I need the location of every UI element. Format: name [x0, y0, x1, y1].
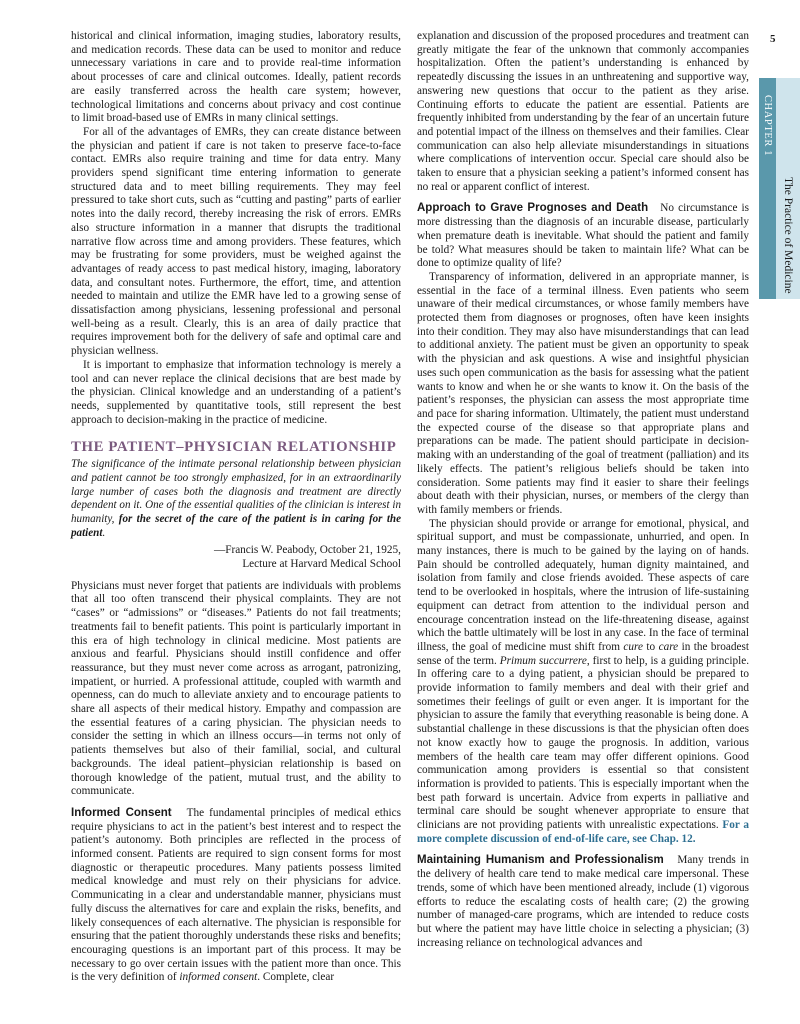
paragraph [417, 518, 749, 847]
epigraph: The significance of the intimate personal relationship between physician and patient cannot be too strongly emphasized, for in an extraordinarily large number of cases both the diagnosis and treatment are directly dependent on it. One of the essential qualities of the clinician is interest in humanity, for the secret of the care of the patient is in caring for the patient. [71, 458, 401, 539]
paragraph: Transparency of information, delivered in an appropriate manner, is essential in the face of a terminal illness. Even patients who seem unaware of their medical circumstances, or whose family members have protected them from diagnoses or prognoses, often have keen insights into their condition. They may also have misunderstandings that can lead to additional anxiety. The patient must be given an opportunity to speak with the physician and ask questions. A wise and insightful physician uses such open communication as the basis for assessing what the patient wants to know and when he or she wants to know it. On the basis of the patient’s responses, the physician can assess the most appropriate time and pace for sharing information. Ultimately, the patient must understand the expected course of the disease so that appropriate plans and preparations can be made. The patient should participate in decision-making with an understanding of the goal of treatment (palliation) and its likely effects. The patient’s religious beliefs should be taken into consideration. Some patients may find it easier to share their feelings about death with their physician, nurses, or members of the clergy than with family members or friends. [417, 270, 749, 516]
paragraph: It is important to emphasize that information technology is merely a tool and can never replace the clinical decisions that are best made by the physician. Clinical knowledge and an understanding of a patient’s needs, supplemented by quantitative tools, still represent the best approach to decision-making in the practice of medicine. [71, 358, 401, 426]
subsection-text: Many trends in the delivery of health care tend to make medical care impersonal. These trends, some of which have been mentioned already, include (1) vigorous efforts to reduce the escalating costs of health care; (2) the growing number of managed-care programs, which are intended to reduce costs but where the patient may have little choice in selecting a physician; (3) increasing reliance on technological advances and [417, 854, 750, 949]
epigraph-attribution [71, 558, 401, 572]
subsection-text: The fundamental principles of medical ethics require physicians to act in the patient’s best interest and to respect the patient’s autonomy. Both principles are reflected in the process of informed consent. Patients are required to sign consent forms for most diagnostic or therapeutic procedures. Many patients possess limited medical knowledge and must rely on their physicians for advice. Communicating in a clear and understandable manner, physicians must fully discuss the alternatives for care and explain the risks, benefits, and likely consequences of each alternative. The physician is responsible for ensuring that the patient thoroughly understands these risks and benefits; encouraging questions is an important part of this process. It may be necessary to go over certain issues with the patient more than once. This is the very definition of [71, 806, 402, 984]
page-number: 5 [770, 33, 776, 45]
subsection-heading: Maintaining Humanism and Professionalism [417, 854, 664, 867]
subsection-paragraph [417, 202, 749, 271]
paragraph-text: The physician should provide or arrange for emotional, physical, and spiritual support, and must be compassionate, unhurried, and open. In many instances, there is much to be gained by the laying on of hands. Pain should be controlled adequately, human dignity maintained, and isolation from family and close friends avoided. These aspects of care tend to be overlooked in hospitals, where the intrusion of life-sustaining equipment can detract from attention to the individual person and encourage concentration instead on the life-threatening disease, against which the battle ultimately will be lost in any case. In the face of terminal illness, the goal of medicine must shift from [417, 517, 749, 653]
right-column [417, 30, 749, 950]
paragraph: explanation and discussion of the proposed procedures and treatment can greatly mitigate the fear of the unknown that commonly accompanies hospitalization. Often the patient’s understanding is enhanced by repeatedly discussing the issues in an unthreatening and supportive way, answering new questions that occur to the patient as they arise. Continuing efforts to educate the patient are essential. Patients are frequently inhibited from understanding by the fear of an uncertain future and potential impact of the illness on themselves and their families. Clear communication can also help alleviate misunderstandings in situations where complications of intervention occur. Special care should also be taken to ensure that a physician seeking a patient’s informed consent has no real or apparent conflict of interest. [417, 30, 749, 193]
paragraph-text: in the broadest sense of the term. [417, 640, 750, 667]
cross-reference-link[interactable]: For a more complete discussion of end-of-life care, see Chap. 12. [417, 819, 750, 845]
left-column [71, 30, 401, 985]
paragraph: Physicians must never forget that patients are individuals with problems that all too often transcend their physical complaints. They are not “cases” or “admissions” or “diseases.” Patients do not fail treatments; treatments fail to benefit patients. This point is particularly important in this era of high technology in clinical medicine. Most patients are anxious and fearful. Physicians should instill confidence and offer reassurance, but they must never come across as arrogant, patronizing, impatient, or hurried. A professional attitude, coupled with warmth and openness, can do much to alleviate anxiety and to encourage patients to share all aspects of their medical history. Empathy and compassion are the essential features of a caring physician. The physician needs to consider the setting in which an illness occurs—in terms not only of patients themselves but also of their familial, social, and cultural backgrounds. The ideal patient–physician relationship is based on thorough knowledge of the patient, mutual trust, and the ability to communicate. [71, 579, 401, 798]
paragraph: For all of the advantages of EMRs, they can create distance between the physician and patient if care is not taken to preserve face-to-face contact. EMRs also require training and time for data entry. Many providers spend significant time entering information to generate structured data and to meet billing requirements. They may feel pressured to take short cuts, such as “cutting and pasting” parts of earlier notes into the daily record, thereby increasing the risk of errors. EMRs also structure information in a manner that disrupts the traditional narrative flow across time and among providers. These features, which may be frustrating for some providers, must be weighed against the advantages of ready access to past medical history, imaging, laboratory data, and consultant notes. Furthermore, the effort, time, and attention needed to maintain and utilize the EMR have led to a growing sense of dissatisfaction among physicians, lessening professional and personal well-being as a result. Clearly, this is an area of daily practice that requires improvement both for the delivery of safe and optimal care and physician wellness. [71, 125, 401, 358]
paragraph-text: , first to help, is a guiding principle. In offering care to a dying patient, a physician should be prepared to provide information to family members and deal with their grief and sometimes their feelings of guilt or even anger. It is important for the physician to assure the family that everything reasonable is being done. A substantial challenge in these discussions is that the physician often does not know exactly how to gauge the prognosis. In addition, various members of the health care team may offer different opinions. Good communication among providers is essential so that consistent information is provided to patients. This is especially important when the best path forward is uncertain. Advice from experts in palliative and terminal care should be sought whenever appropriate to ensure that clinicians are not providing patients with unrealistic expectations. [417, 654, 750, 832]
italic-term: care [658, 640, 679, 653]
subsection-heading: Approach to Grave Prognoses and Death [417, 202, 649, 215]
paragraph-text: to [646, 640, 656, 653]
epigraph-text: The significance of the intimate personal relationship between physician and patient cannot be too strongly emphasized, for in an extraordinarily large number of cases both the diagnosis and treatment are directly dependent on it. One of the essential qualities of the clinician is interest in humanity, [71, 458, 401, 525]
subsection-text: No circumstance is more distressing than the diagnosis of an incurable disease, particularly when premature death is inevitable. What should the patient and family be told? What measures should be taken to maintain life? What can be done to optimize quality of life? [417, 202, 749, 270]
latin-phrase: Primum succurrere [499, 654, 587, 667]
epigraph-emphasis: for the secret of the care of the patient is in caring for the patient [71, 512, 401, 539]
subsection-paragraph [417, 854, 749, 950]
chapter-tab [759, 78, 800, 299]
attribution-line-1: —Francis W. Peabody, October 21, 1925, [213, 544, 401, 557]
subsection-paragraph [71, 807, 401, 985]
chapter-title: The Practice of Medicine [782, 177, 794, 294]
chapter-number: CHAPTER 1 [762, 94, 773, 157]
paragraph: historical and clinical information, imaging studies, laboratory results, and medication records. These data can be used to monitor and reduce unnecessary variations in care and to provide real-time information about processes of care and clinical outcomes. Ideally, patient records are easily transferred across the health care system; however, technological limitations and concerns about privacy and cost continue to limit broad-based use of EMRs in many clinical settings. [71, 30, 401, 125]
italic-term: cure [623, 640, 643, 653]
chapter-tab-text [759, 78, 800, 299]
subsection-text-tail: . Complete, clear [257, 971, 335, 984]
section-heading: THE PATIENT–PHYSICIAN RELATIONSHIP [71, 439, 397, 456]
epigraph-attribution [71, 544, 401, 558]
italic-term: informed consent [179, 971, 258, 984]
attribution-line-2: Lecture at Harvard Medical School [242, 558, 401, 571]
subsection-heading: Informed Consent [71, 806, 172, 819]
